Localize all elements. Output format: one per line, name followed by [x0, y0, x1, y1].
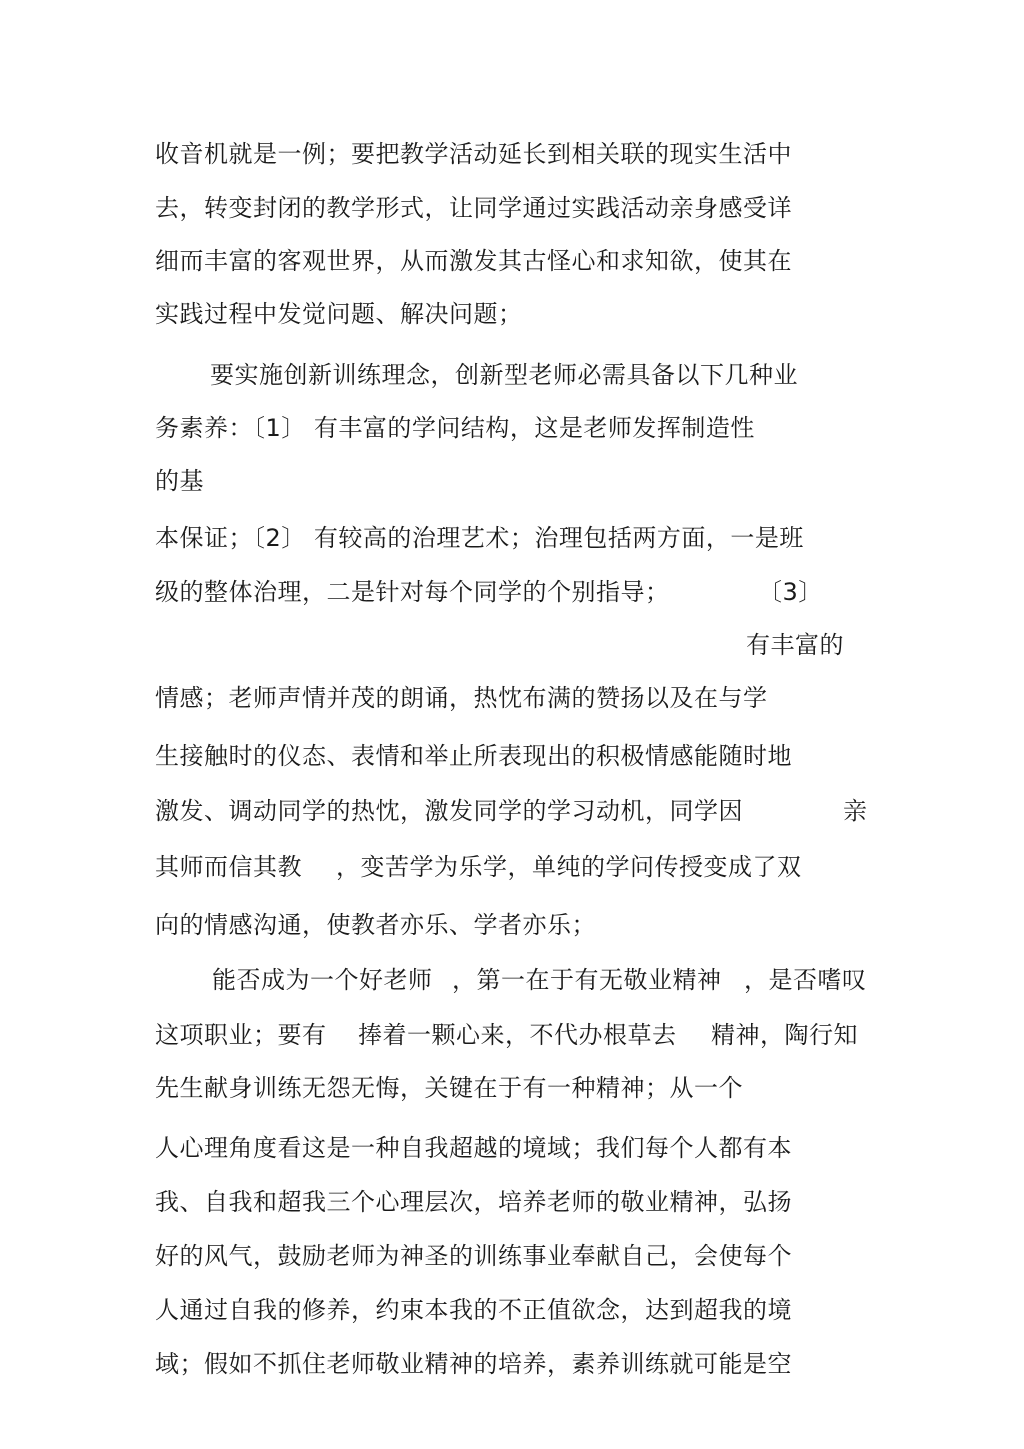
text-line-14b: ，变苦学为乐学，单纯的学问传授变成了双 — [336, 853, 802, 881]
text-line-7: 的基 — [155, 467, 204, 495]
text-line-9b: 〔3〕 — [758, 578, 823, 606]
text-line-2: 去，转变封闭的教学形式，让同学通过实践活动亲身感受详 — [155, 194, 792, 222]
text-line-17c: 精神，陶行知 — [711, 1021, 858, 1049]
text-line-11: 情感；老师声情并茂的朗诵，热忱布满的赞扬以及在与学 — [155, 684, 768, 712]
text-line-5: 要实施创新训练理念，创新型老师必需具备以下几种业 — [210, 361, 798, 389]
text-line-9: 级的整体治理，二是针对每个同学的个别指导； — [155, 578, 670, 606]
text-line-16a: 能否成为一个好老师 — [212, 966, 433, 994]
text-line-15: 向的情感沟通，使教者亦乐、学者亦乐； — [155, 911, 596, 939]
text-line-12: 生接触时的仪态、表情和举止所表现出的积极情感能随时地 — [155, 742, 792, 770]
text-line-14: 其师而信其教 — [155, 853, 302, 881]
text-line-16c: ，是否嗜叹 — [744, 966, 867, 994]
text-line-21: 好的风气，鼓励老师为神圣的训练事业奉献自己，会使每个 — [155, 1242, 792, 1270]
text-line-20: 我、自我和超我三个心理层次，培养老师的敬业精神，弘扬 — [155, 1188, 792, 1216]
text-line-1: 收音机就是一例；要把教学活动延长到相关联的现实生活中 — [155, 140, 792, 168]
text-line-6: 务素养：〔1〕 有丰富的学问结构，这是老师发挥制造性 — [155, 414, 755, 442]
text-line-10: 有丰富的 — [746, 631, 844, 659]
text-line-18: 先生献身训练无怨无悔，关键在于有一种精神；从一个 — [155, 1074, 743, 1102]
text-line-22: 人通过自我的修养，约束本我的不正值欲念，达到超我的境 — [155, 1296, 792, 1324]
text-line-3: 细而丰富的客观世界，从而激发其古怪心和求知欲，使其在 — [155, 247, 792, 275]
text-line-8: 本保证；〔2〕 有较高的治理艺术；治理包括两方面，一是班 — [155, 524, 804, 552]
text-line-16b: ，第一在于有无敬业精神 — [452, 966, 722, 994]
text-line-17a: 这项职业；要有 — [155, 1021, 327, 1049]
text-line-4: 实践过程中发觉问题、解决问题； — [155, 300, 523, 328]
text-line-23: 域；假如不抓住老师敬业精神的培养，素养训练就可能是空 — [155, 1350, 792, 1378]
text-line-19: 人心理角度看这是一种自我超越的境域；我们每个人都有本 — [155, 1134, 792, 1162]
text-line-13: 激发、调动同学的热忱，激发同学的学习动机，同学因 — [155, 797, 743, 825]
text-line-17b: 捧着一颗心来，不代办根草去 — [358, 1021, 677, 1049]
text-line-13b: 亲 — [843, 797, 868, 825]
